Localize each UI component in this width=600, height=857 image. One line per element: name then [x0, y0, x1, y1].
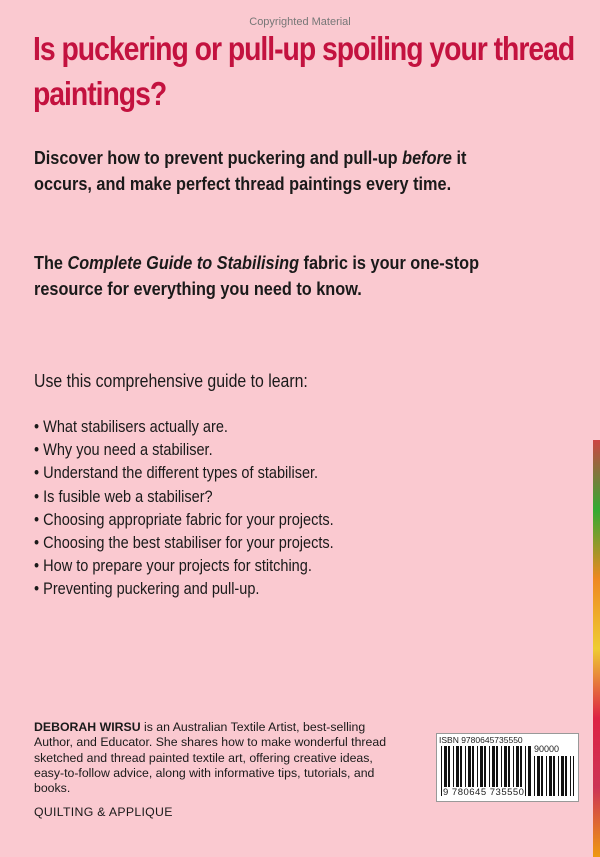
- isbn-digits: 9 780645 735550: [443, 787, 525, 798]
- cover-edge-strip: [593, 440, 600, 857]
- price-code: 90000: [534, 744, 560, 754]
- headline: Is puckering or pull-up spoiling your thread paintings?: [33, 30, 575, 112]
- list-item: • How to prepare your projects for stitching.: [34, 555, 474, 578]
- text: The: [34, 252, 68, 273]
- list-item: • Why you need a stabiliser.: [34, 439, 474, 462]
- price-bars: [534, 756, 574, 796]
- author-name: DEBORAH WIRSU: [34, 720, 141, 734]
- list-item: • Choosing appropriate fabric for your projects.: [34, 509, 474, 532]
- topic-list: [34, 416, 474, 602]
- barcode: [436, 733, 579, 802]
- text: it occurs, and make perfect thread paintings every time.: [34, 147, 467, 194]
- list-item: • What stabilisers actually are.: [34, 416, 474, 439]
- book-title: Complete Guide to Stabilising: [67, 252, 300, 273]
- emphasis: before: [402, 147, 452, 168]
- text: fabric is your one-stop resource for everything you need to know.: [34, 252, 480, 299]
- list-item: • Understand the different types of stabiliser.: [34, 462, 474, 485]
- copyright-watermark: Copyrighted Material: [249, 16, 351, 28]
- author-bio: [34, 720, 394, 796]
- text: Discover how to prevent puckering and pull-up: [34, 147, 403, 168]
- category: QUILTING & APPLIQUE: [34, 805, 173, 819]
- bio-text: is an Australian Textile Artist, best-selling Author, and Educator. She shares how to make wonderful thread sketched and thread painted textile art, offering creative ideas, easy-to-follow advice, along with informative tips, tutorials, and books.: [34, 720, 387, 796]
- list-item: • Preventing puckering and pull-up.: [34, 578, 474, 601]
- list-item: • Is fusible web a stabiliser?: [34, 486, 474, 509]
- intro-paragraph: [34, 145, 527, 197]
- list-lead: Use this comprehensive guide to learn:: [34, 371, 308, 391]
- list-item: • Choosing the best stabiliser for your projects.: [34, 532, 474, 555]
- resource-paragraph: [34, 250, 527, 302]
- isbn-label: ISBN 9780645735550: [439, 735, 523, 745]
